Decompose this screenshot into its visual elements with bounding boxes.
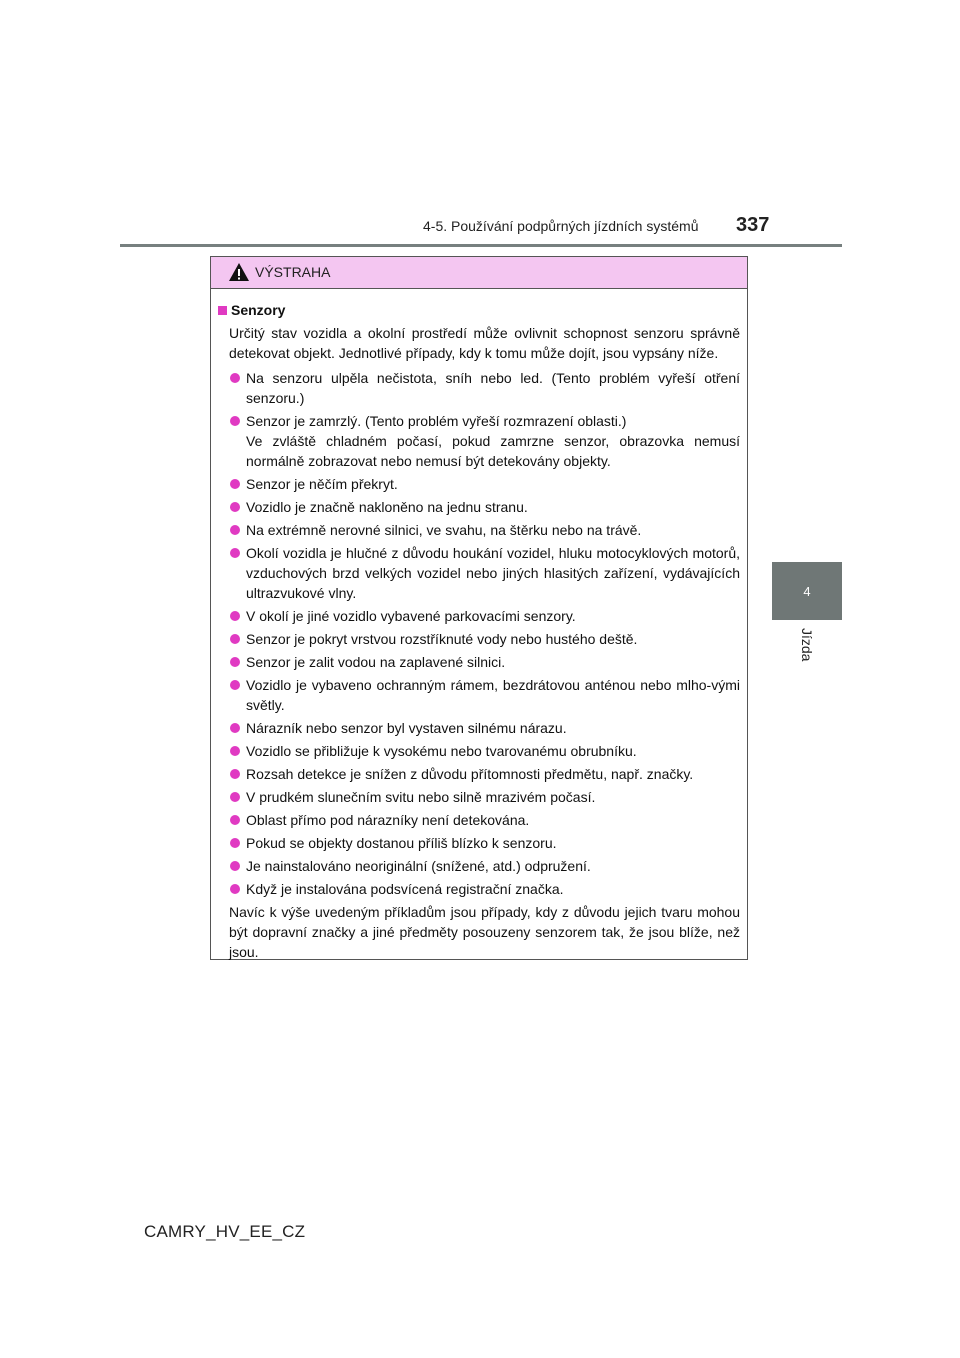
list-item [217,411,740,471]
condition-list [217,368,740,899]
circle-bullet-icon [230,416,240,426]
list-item-text: Senzor je zamrzlý. (Tento problém vyřeší rozmrazení oblasti.) [246,413,627,429]
header-divider [120,244,842,247]
circle-bullet-icon [230,884,240,894]
circle-bullet-icon [230,525,240,535]
list-item-text: Nárazník nebo senzor byl vystaven silnému nárazu. [246,720,567,736]
list-item [217,764,740,784]
circle-bullet-icon [230,680,240,690]
list-item [217,833,740,853]
list-item-text: Rozsah detekce je snížen z důvodu přítomnosti předmětu, např. značky. [246,766,694,782]
list-item-text: Senzor je něčím překryt. [246,476,398,492]
section-title [217,300,740,320]
intro-paragraph: Určitý stav vozidla a okolní prostředí může ovlivnit schopnost senzoru správně detekovat objekt. Jednotlivé případy, kdy k tomu může dojít, jsou vypsány níže. [229,325,740,361]
warning-triangle-icon [228,262,250,282]
circle-bullet-icon [230,502,240,512]
chapter-number: 4 [803,583,811,599]
list-item-text: Okolí vozidla je hlučné z důvodu houkání vozidel, hluku motocyklových motorů, vzduchových brzd velkých vozidel nebo jiných hlasitých zařízení, vydávajících ultrazvukové vlny. [246,545,740,601]
circle-bullet-icon [230,792,240,802]
circle-bullet-icon [230,861,240,871]
circle-bullet-icon [230,373,240,383]
circle-bullet-icon [230,746,240,756]
circle-bullet-icon [230,815,240,825]
section-heading: 4-5. Používání podpůrných jízdních systémů [423,218,699,234]
list-item [217,675,740,715]
circle-bullet-icon [230,634,240,644]
warning-body [211,289,747,962]
document-code: CAMRY_HV_EE_CZ [144,1222,306,1241]
page-number: 337 [736,214,770,236]
circle-bullet-icon [230,548,240,558]
list-item-text: Vozidlo se přibližuje k vysokému nebo tvarovanému obrubníku. [246,743,637,759]
circle-bullet-icon [230,769,240,779]
list-item-note: Ve zvláště chladném počasí, pokud zamrzne senzor, obrazovka nemusí normálně zobrazovat nebo nemusí být detekovány objekty. [246,433,740,469]
list-item-text: Pokud se objekty dostanou příliš blízko k senzoru. [246,835,557,851]
list-item-text: Když je instalována podsvícená registrační značka. [246,881,564,897]
list-item [217,520,740,540]
list-item [217,652,740,672]
list-item-text: Senzor je zalit vodou na zaplavené silnici. [246,654,506,670]
circle-bullet-icon [230,657,240,667]
list-item [217,474,740,494]
list-item-text: Na extrémně nerovné silnici, ve svahu, na štěrku nebo na trávě. [246,522,642,538]
list-item [217,741,740,761]
list-item-text: Je nainstalováno neoriginální (snížené, atd.) odpružení. [246,858,591,874]
list-item [217,543,740,603]
circle-bullet-icon [230,611,240,621]
closing-paragraph: Navíc k výše uvedeným příkladům jsou případy, kdy z důvodu jejich tvaru mohou být dopravní značky a jiné předměty posouzeny senzorem tak, že jsou blíže, než jsou. [229,904,740,960]
list-item [217,629,740,649]
warning-title: VÝSTRAHA [255,264,331,280]
list-item [217,368,740,408]
circle-bullet-icon [230,723,240,733]
list-item [217,718,740,738]
chapter-tab [772,562,842,620]
warning-header [211,257,747,289]
section-title-text: Senzory [231,302,286,318]
chapter-label: Jízda [799,628,815,662]
list-item-text: Vozidlo je značně nakloněno na jednu stranu. [246,499,528,515]
list-item [217,497,740,517]
list-item-text: V okolí je jiné vozidlo vybavené parkovacími senzory. [246,608,576,624]
list-item [217,879,740,899]
list-item [217,856,740,876]
list-item-text: V prudkém slunečním svitu nebo silně mrazivém počasí. [246,789,596,805]
list-item-text: Senzor je pokryt vrstvou rozstříknuté vody nebo hustého deště. [246,631,638,647]
list-item [217,787,740,807]
list-item [217,606,740,626]
circle-bullet-icon [230,838,240,848]
warning-box [210,256,748,960]
list-item-text: Oblast přímo pod nárazníky není detekována. [246,812,530,828]
square-bullet-icon [218,306,227,315]
circle-bullet-icon [230,479,240,489]
list-item-text: Vozidlo je vybaveno ochranným rámem, bezdrátovou anténou nebo mlho-vými světly. [246,677,740,713]
list-item [217,810,740,830]
list-item-text: Na senzoru ulpěla nečistota, sníh nebo led. (Tento problém vyřeší otření senzoru.) [246,370,740,406]
